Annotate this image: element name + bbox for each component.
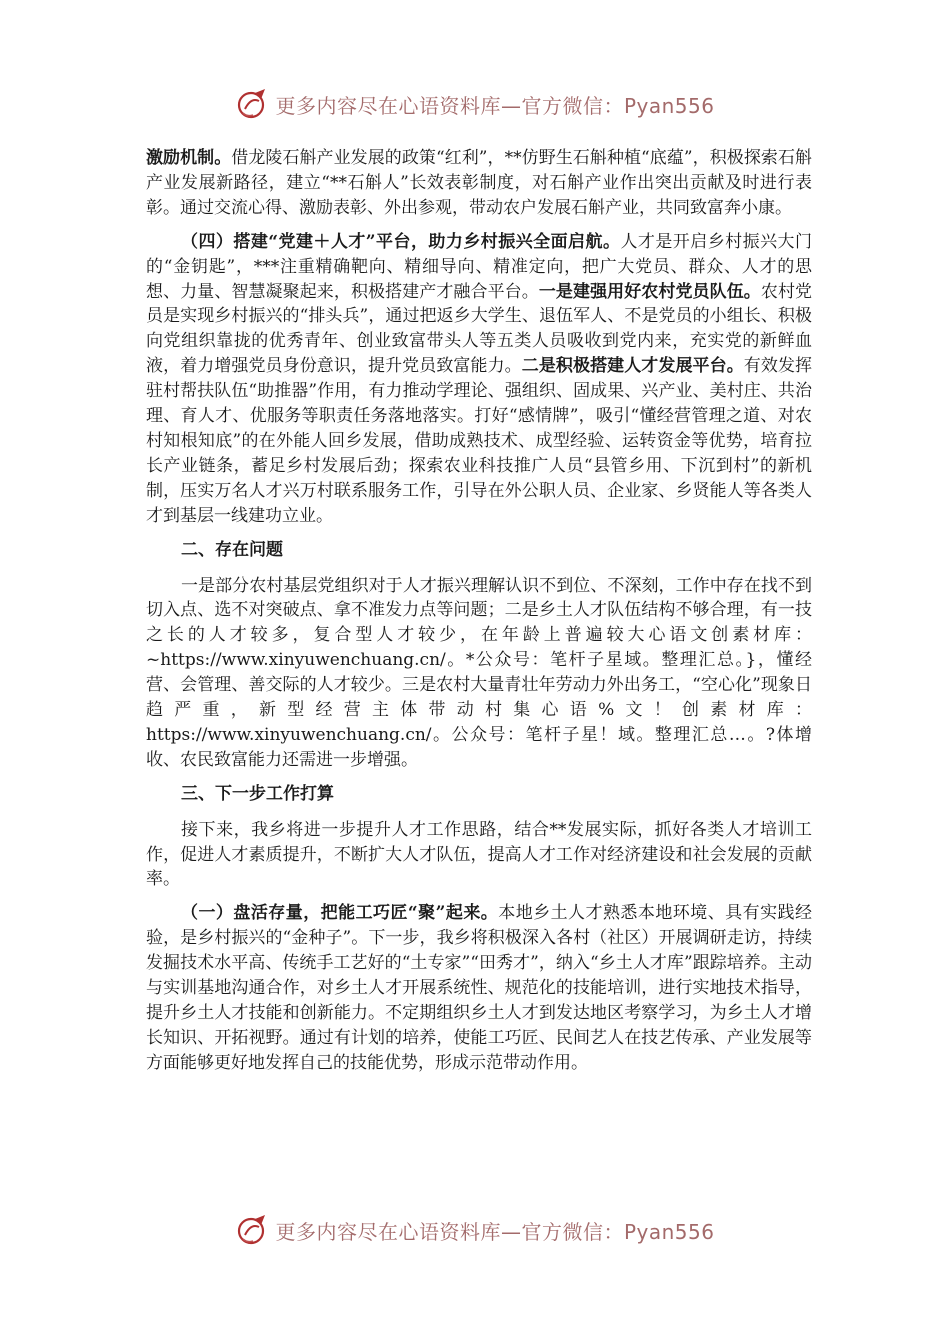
section-heading-problems: 二、存在问题 bbox=[181, 539, 283, 560]
bold-lead: 激励机制。 bbox=[146, 148, 232, 168]
paragraph-next-steps: 接下来，我乡将进一步提升人才工作思路，结合**发展实际，抓好各类人才培训工作，促进人才素质提升，不断扩大人才队伍，提高人才工作对经济建设和社会发展的贡献率。 bbox=[146, 819, 812, 890]
bold-lead: （四）搭建“党建＋人才”平台，助力乡村振兴全面启航。 bbox=[181, 231, 621, 252]
paragraph-craftsmen bbox=[146, 901, 812, 1075]
bold-point-one: 一是建强用好农村党员队伍。 bbox=[538, 281, 761, 302]
bold-point-two: 二是积极搭建人才发展平台。 bbox=[521, 356, 744, 377]
header-banner bbox=[0, 84, 950, 124]
section-heading-next-steps: 三、下一步工作打算 bbox=[181, 783, 334, 804]
paragraph-text: 有效发挥驻村帮扶队伍“助推器”作用，有力推动学理论、强组织、固成果、兴产业、美村庄、共治理、育人才、优服务等职责任务落地落实。打好“感情牌”，吸引“懂经营管理之道、对农村知根知底”的在外能人回乡发展，借助成熟技术、成型经验、运转资金等优势，培育拉长产业链条，蓄足乡村发展后劲；探索农业科技推广人员“县管乡用、下沉到村”的新机制，压实万名人才兴万村联系服务工作，引导在外公职人员、企业家、乡贤能人等各类人才到基层一线建功立业。 bbox=[146, 356, 813, 526]
pen-swirl-logo-icon bbox=[235, 87, 269, 121]
paragraph-text: 本地乡土人才熟悉本地环境、具有实践经验，是乡村振兴的“金种子”。下一步，我乡将积极深入各村（社区）开展调研走访，持续发掘技术水平高、传统手工艺好的“土专家”“田秀才”，纳入“乡土人才库”跟踪培养。主动与实训基地沟通合作，对乡土人才开展系统性、规范化的技能培训，进行实地技术指导，提升乡土人才技能和创新能力。不定期组织乡土人才到发达地区考察学习，为乡土人才增长知识、开拓视野。通过有计划的培养，使能工巧匠、民间艺人在技艺传承、产业发展等方面能够更好地发挥自己的技能优势，形成示范带动作用。 bbox=[146, 903, 812, 1073]
banner-inner bbox=[235, 1213, 714, 1247]
paragraph-incentive bbox=[146, 146, 812, 221]
paragraph-text: 借龙陵石斛产业发展的政策“红利”，**仿野生石斛种植“底蕴”，积极探索石斛产业发展新路径，建立“**石斛人”长效表彰制度，对石斛产业作出突出贡献及时进行表彰。通过交流心得、激励表彰、外出参观，带动农户发展石斛产业，共同致富奔小康。 bbox=[146, 148, 812, 218]
banner-text: 更多内容尽在心语资料库—官方微信：Pyan556 bbox=[275, 1219, 715, 1244]
paragraph-text: 农村党员是实现乡村振兴的“排头兵”，通过把返乡大学生、退伍军人、不是党员的小组长、积极向党组织靠拢的优秀青年、创业致富带头人等五类人员吸收到党内来，充实党的新鲜血液，着力增强党员身份意识，提升党员致富能力。 bbox=[146, 281, 813, 377]
banner-inner bbox=[235, 87, 714, 121]
document-body bbox=[146, 146, 812, 1085]
pen-swirl-logo-icon bbox=[235, 1213, 269, 1247]
paragraph-platform bbox=[146, 230, 812, 529]
bold-lead: （一）盘活存量，把能工巧匠“聚”起来。 bbox=[181, 903, 499, 924]
paragraph-text: 人才是开启乡村振兴大门的“金钥匙”，***注重精确靶向、精细导向、精准定向，把广大党员、群众、人才的思想、力量、智慧凝聚起来，积极搭建产才融合平台。 bbox=[146, 231, 813, 302]
banner-text: 更多内容尽在心语资料库—官方微信：Pyan556 bbox=[275, 93, 715, 118]
footer-banner bbox=[0, 1210, 950, 1250]
paragraph-problems: 一是部分农村基层党组织对于人才振兴理解认识不到位、不深刻，工作中存在找不到切入点、选不对突破点、拿不准发力点等问题；二是乡土人才队伍结构不够合理，有一技之长的人才较多，复合型人才较少，在年龄上普遍较大心语文创素材库：~https://www.xinyuwenchuang.cn/。*公众号：笔杆子星域。整理汇总。}，懂经营、会管理、善交际的人才较少。三是农村大量青壮年劳动力外出务工，“空心化”现象日趋严重，新型经营主体带动村集心语%文！创素材库：https://www.xinyuwenchuang.cn/。公众号：笔杆子星！域。整理汇总…。?体增收、农民致富能力还需进一步增强。 bbox=[146, 575, 812, 770]
